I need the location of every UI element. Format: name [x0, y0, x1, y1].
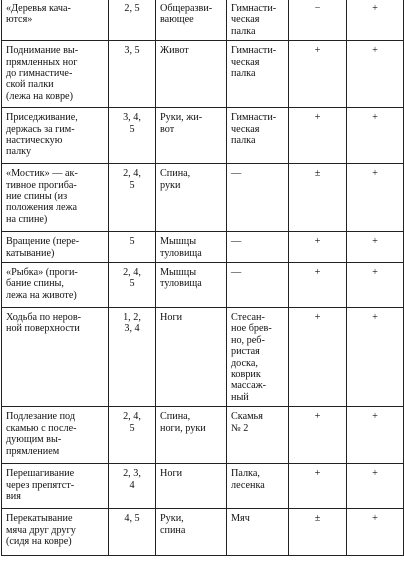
stages-cell: 4, 5 [109, 509, 156, 556]
table-row [2, 108, 404, 164]
muscles-cell: Ноги [156, 308, 227, 407]
equipment-cell: Мяч [227, 509, 289, 556]
table-row [2, 41, 404, 108]
mark-cell-b: + [347, 41, 404, 108]
equipment-cell: Гимнасти- ческая палка [227, 108, 289, 164]
table-row [2, 308, 404, 407]
muscles-cell: Спина, ноги, руки [156, 407, 227, 464]
equipment-cell: Скамья № 2 [227, 407, 289, 464]
equipment-cell: Стесан- ное брев- но, реб- ристая доска, коврик массаж- ный [227, 308, 289, 407]
mark-cell-b: + [347, 263, 404, 308]
exercise-name-cell: Вращение (пере- катывание) [2, 232, 109, 263]
table-row [2, 164, 404, 232]
exercise-name-cell: Перешагивание через препятст- вия [2, 464, 109, 509]
mark-cell-b: + [347, 509, 404, 556]
equipment-cell: Гимнасти- ческая палка [227, 0, 289, 41]
equipment-cell: Палка, лесенка [227, 464, 289, 509]
exercise-name-cell: «Рыбка» (проги- бание спины, лежа на животе) [2, 263, 109, 308]
stages-cell: 2, 4, 5 [109, 164, 156, 232]
mark-cell-a: ± [289, 509, 347, 556]
stages-cell: 2, 4, 5 [109, 407, 156, 464]
table-row [2, 263, 404, 308]
stages-cell: 2, 5 [109, 0, 156, 41]
equipment-cell: — [227, 164, 289, 232]
table-row [2, 232, 404, 263]
stages-cell: 3, 4, 5 [109, 108, 156, 164]
muscles-cell: Мышцы туловища [156, 232, 227, 263]
equipment-cell: — [227, 232, 289, 263]
stages-cell: 3, 5 [109, 41, 156, 108]
exercise-name-cell: «Деревья кача- ются» [2, 0, 109, 41]
muscles-cell: Руки, спина [156, 509, 227, 556]
muscles-cell: Ноги [156, 464, 227, 509]
exercise-name-cell: Приседживание, держась за гим- настическую палку [2, 108, 109, 164]
muscles-cell: Руки, жи- вот [156, 108, 227, 164]
mark-cell-b: + [347, 308, 404, 407]
stages-cell: 2, 4, 5 [109, 263, 156, 308]
muscles-cell: Спина, руки [156, 164, 227, 232]
stages-cell: 1, 2, 3, 4 [109, 308, 156, 407]
stages-cell: 2, 3, 4 [109, 464, 156, 509]
exercise-name-cell: Поднимание вы- прямленных ног до гимнастиче- ской палки (лежа на ковре) [2, 41, 109, 108]
mark-cell-a: + [289, 308, 347, 407]
muscles-cell: Живот [156, 41, 227, 108]
mark-cell-a: + [289, 464, 347, 509]
mark-cell-b: + [347, 0, 404, 41]
mark-cell-a: + [289, 108, 347, 164]
mark-cell-b: + [347, 164, 404, 232]
table-row [2, 464, 404, 509]
mark-cell-a: + [289, 407, 347, 464]
exercise-name-cell: «Мостик» — ак- тивное прогиба- ние спины (из положения лежа на спине) [2, 164, 109, 232]
stages-cell: 5 [109, 232, 156, 263]
mark-cell-a: ± [289, 164, 347, 232]
muscles-cell: Общеразви- вающее [156, 0, 227, 41]
mark-cell-b: + [347, 464, 404, 509]
table-row [2, 407, 404, 464]
mark-cell-a: + [289, 232, 347, 263]
muscles-cell: Мышцы туловища [156, 263, 227, 308]
mark-cell-a: − [289, 0, 347, 41]
mark-cell-b: + [347, 407, 404, 464]
exercise-name-cell: Перекатывание мяча друг другу (сидя на ковре) [2, 509, 109, 556]
mark-cell-a: + [289, 263, 347, 308]
exercise-name-cell: Ходьба по неров- ной поверхности [2, 308, 109, 407]
mark-cell-b: + [347, 108, 404, 164]
mark-cell-a: + [289, 41, 347, 108]
exercise-table [1, 0, 404, 556]
table-row [2, 0, 404, 41]
exercise-name-cell: Подлезание под скамью с после- дующим вы- прямлением [2, 407, 109, 464]
equipment-cell: Гимнасти- ческая палка [227, 41, 289, 108]
table-row [2, 509, 404, 556]
equipment-cell: — [227, 263, 289, 308]
mark-cell-b: + [347, 232, 404, 263]
